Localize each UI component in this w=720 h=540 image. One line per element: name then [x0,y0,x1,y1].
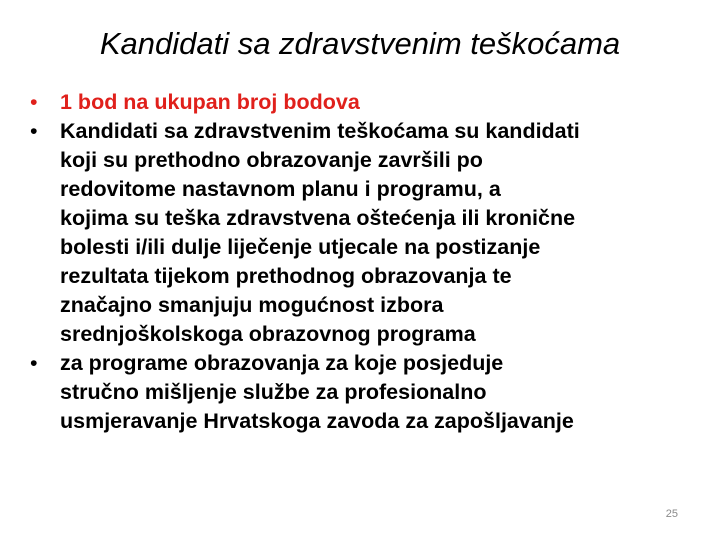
page-number: 25 [665,508,678,520]
bullet-line: usmjeravanje Hrvatskoga zavoda za zapošljavanje [60,409,574,433]
bullet-line: koji su prethodno obrazovanje završili po [60,148,483,172]
bullet-line: 1 bod na ukupan broj bodova [60,90,360,114]
bullet-line: srednjoškolskoga obrazovnog programa [60,322,476,346]
bullet-line: značajno smanjuju mogućnost izbora [60,293,444,317]
bullet-line: rezultata tijekom prethodnog obrazovanja te [60,264,512,288]
bullet-list [30,88,690,436]
bullet-marker: • [30,90,38,114]
bullet-line: stručno mišljenje službe za profesionalno [60,380,487,404]
bullet-marker: • [30,351,38,375]
slide-title: Kandidati sa zdravstvenim teškoćama [99,26,621,61]
bullet-item-definition [30,117,690,349]
bullet-marker: • [30,119,38,143]
bullet-item-points [30,88,690,117]
bullet-line: kojima su teška zdravstvena oštećenja ili kronične [60,206,576,230]
bullet-line: redovitome nastavnom planu i programu, a [60,177,501,201]
bullet-item-programs [30,349,690,436]
bullet-line: za programe obrazovanja za koje posjeduje [60,351,504,375]
bullet-line: bolesti i/ili dulje liječenje utjecale na postizanje [60,235,541,259]
bullet-line: Kandidati sa zdravstvenim teškoćama su kandidati [60,119,580,143]
